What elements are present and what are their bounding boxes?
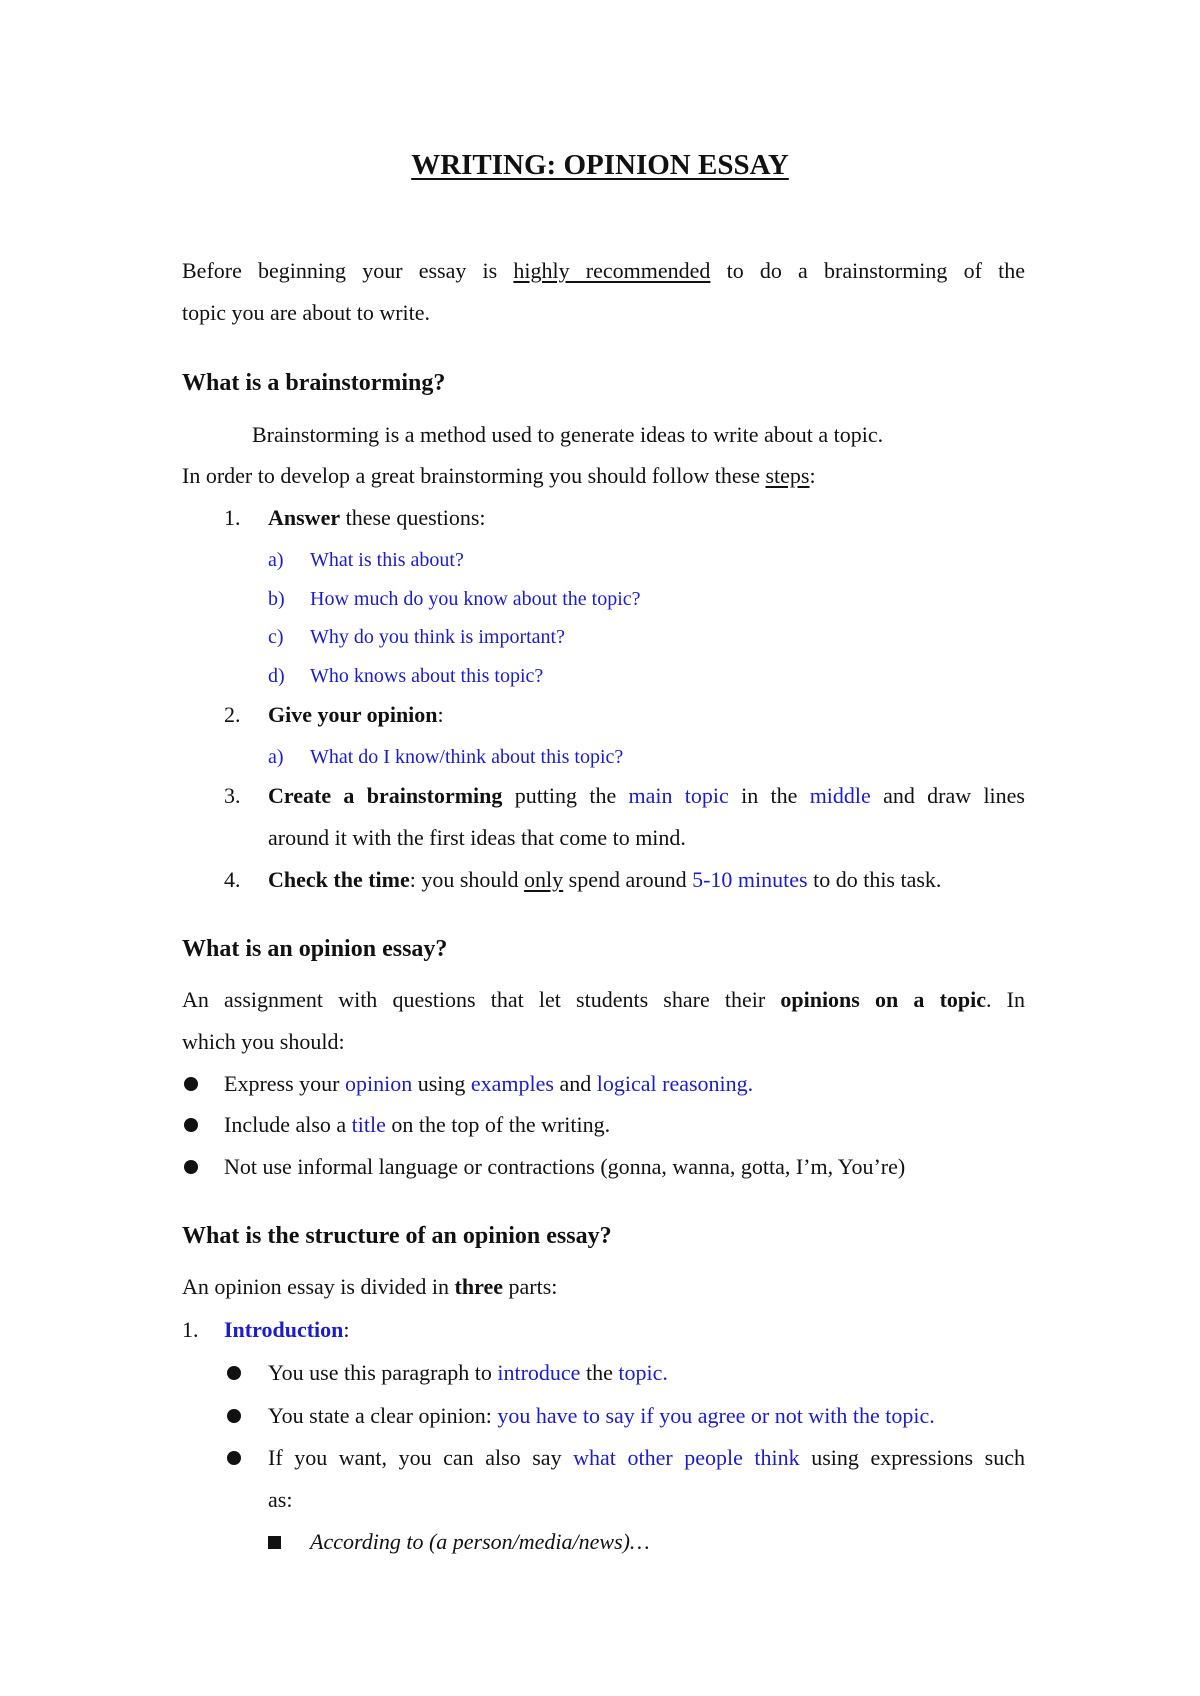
step-1-sub-b-text: How much do you know about the topic? <box>310 588 641 610</box>
introduction-bullet-3-line-1: If you want, you can also say what other people think using expressions such <box>268 1445 1025 1470</box>
step-2-sub-a-text: What do I know/think about this topic? <box>310 746 624 768</box>
opinion-paragraph-line-2: which you should: <box>182 1029 345 1054</box>
intro-line-1: Before beginning your essay is highly recommended to do a brainstorming of the <box>182 258 1025 283</box>
introduction-bullet-1: You use this paragraph to introduce the topic. <box>268 1360 668 1385</box>
introduction-bullet-3-line-2: as: <box>268 1487 293 1512</box>
heading-structure: What is the structure of an opinion essay? <box>182 1223 612 1249</box>
introduction-bullet-2: You state a clear opinion: you have to say if you agree or not with the topic. <box>268 1403 935 1428</box>
step-1-sub-a-letter: a) <box>268 549 284 571</box>
opinion-bullet-3: Not use informal language or contractions (gonna, wanna, gotta, I’m, You’re) <box>224 1154 906 1179</box>
step-3-number: 3. <box>224 783 241 808</box>
square-bullet <box>268 1536 281 1549</box>
heading-brainstorming: What is a brainstorming? <box>182 370 446 396</box>
step-2-number: 2. <box>224 702 241 727</box>
introduction-sub-item-1: According to (a person/media/news)… <box>310 1529 650 1554</box>
step-1-sub-c-letter: c) <box>268 626 284 648</box>
page-title: WRITING: OPINION ESSAY <box>411 149 789 181</box>
bullet-dot <box>227 1366 241 1380</box>
brainstorm-definition: Brainstorming is a method used to generate ideas to write about a topic. <box>252 422 884 447</box>
heading-opinion-essay: What is an opinion essay? <box>182 936 448 962</box>
step-3-line-1: Create a brainstorming putting the main topic in the middle and draw lines <box>268 783 1025 808</box>
bullet-dot <box>227 1409 241 1423</box>
steps-intro: In order to develop a great brainstorming you should follow these steps: <box>182 463 816 488</box>
opinion-bullet-1: Express your opinion using examples and logical reasoning. <box>224 1071 754 1096</box>
part-1-number: 1. <box>182 1317 199 1342</box>
opinion-bullet-2: Include also a title on the top of the writing. <box>224 1112 611 1137</box>
step-1-sub-b-letter: b) <box>268 588 285 610</box>
step-1-sub-c-text: Why do you think is important? <box>310 626 565 648</box>
bullet-dot <box>184 1160 198 1174</box>
step-4-number: 4. <box>224 867 241 892</box>
bullet-dot <box>227 1451 241 1465</box>
step-1-sub-d-text: Who knows about this topic? <box>310 665 544 687</box>
step-2-text: Give your opinion: <box>268 702 444 727</box>
structure-intro: An opinion essay is divided in three parts: <box>182 1274 558 1299</box>
step-1-sub-d-letter: d) <box>268 665 285 687</box>
step-1-number: 1. <box>224 505 241 530</box>
step-1-sub-a-text: What is this about? <box>310 549 464 571</box>
step-2-sub-a-letter: a) <box>268 746 284 768</box>
opinion-paragraph-line-1: An assignment with questions that let students share their opinions on a topic. In <box>182 987 1026 1012</box>
part-1-label: Introduction: <box>224 1317 350 1342</box>
step-1-text: Answer these questions: <box>268 505 486 530</box>
step-4-text: Check the time: you should only spend around 5-10 minutes to do this task. <box>268 867 942 892</box>
bullet-dot <box>184 1077 198 1091</box>
intro-line-2: topic you are about to write. <box>182 300 431 325</box>
bullet-dot <box>184 1118 198 1132</box>
step-3-line-2: around it with the first ideas that come to mind. <box>268 825 686 850</box>
